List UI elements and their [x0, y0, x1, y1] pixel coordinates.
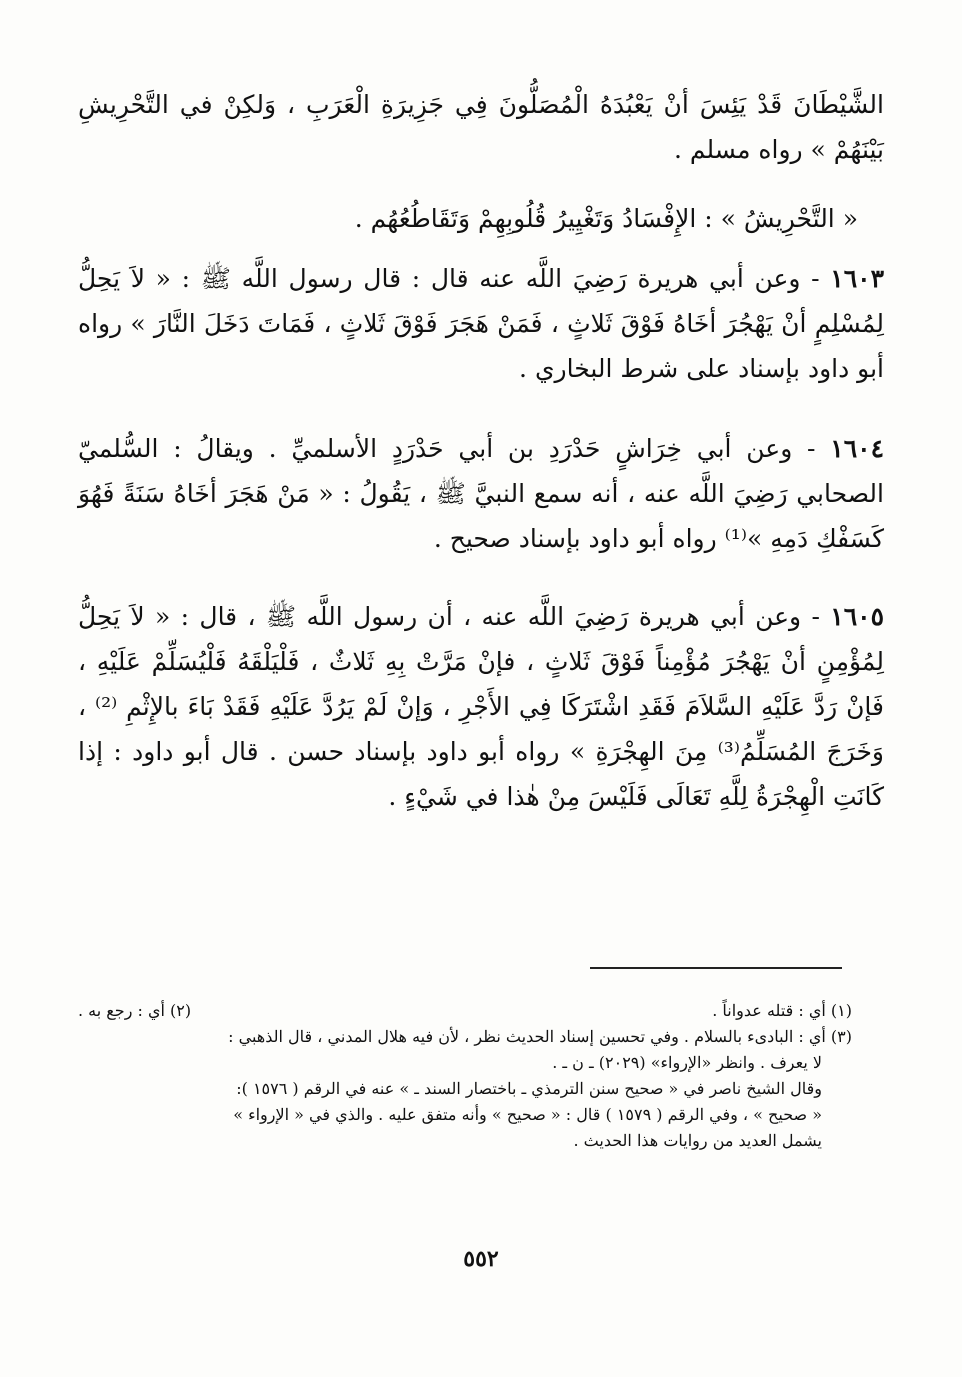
footnote-divider: [590, 967, 842, 969]
intro-paragraph: [78, 82, 884, 172]
hadith-1605: [78, 594, 884, 819]
hadith-text: - وعن أبي هريرة رَضِيَ اللَّه عنه ، أن رسول اللَّه ﷺ ، قال : « لاَ يَحِلُّ لِمُؤْمِنٍ أنْ يَهْجُرَ مُؤْمِناً فَوْقَ ثَلاثٍ ، فإنْ مَرَّتْ بِهِ ثَلاثٌ ، فَلْيَلْقَهُ فَلْيُسَلِّمْ عَلَيْهِ ، فَإنْ رَدَّ عَلَيْهِ السَّلاَمَ فَقَدِ اشْتَرَكَا فِي الأَجْرِ ، وَإنْ لَمْ يَرُدَّ عَلَيْهِ فَقَدْ بَاءَ بالإِثْمِ ⁽²⁾ ، وَخَرَجَ المُسَلِّمُ⁽³⁾ مِنَ الهِجْرَةِ » رواه أبو داود بإسناد حسن . قال أبو داود : إذا كَانَتِ الْهِجْرَةُ لِلَّهِ تَعَالَى فَلَيْسَ مِنْ هٰذا في شَيْءٍ .: [78, 602, 884, 811]
footnote-1: (١) أي : قتله عدواناً .: [712, 1001, 852, 1020]
footnote-3-line: لا يعرف . وانظر «الإرواء» (٢٠٢٩) ـ ن ـ .: [552, 1053, 822, 1072]
footnote-2: (٢) أي : رجع به .: [78, 1001, 192, 1020]
footnote-3-line: « صحيح » ، وفي الرقم ( ١٥٧٩ ) قال : « صحيح » وأنه متفق عليه . والذي في « الإرواء »: [233, 1105, 822, 1124]
footnote-row: [78, 998, 852, 1024]
footnote-3-line: (٣) أي : البادىء بالسلام . وفي تحسين إسناد الحديث نظر ، لأن فيه هلال المدني ، قال الذهبي :: [228, 1027, 852, 1046]
page-number: ٥٥٢: [463, 1246, 499, 1272]
hadith-1603: [78, 256, 884, 391]
hadith-1604: [78, 426, 884, 561]
intro-text: الشَّيْطَانَ قَدْ يَئِسَ أنْ يَعْبُدَهُ الْمُصَلُّونَ فِي جَزِيرَةِ الْعَرَبِ ، وَلكِنْ في التَّحْرِيشِ بَيْنَهُمْ » رواه مسلم .: [78, 90, 884, 164]
hadith-number: ١٦٠٤: [830, 434, 884, 463]
gloss-text: « التَّحْرِيشُ » : الإِفْسَادُ وَتَغْيِيرُ قُلُوبِهِمْ وَتَقَاطُعُهُم .: [354, 204, 858, 233]
footnote-3-line: وقال الشيخ ناصر في « صحيح سنن الترمذي ـ باختصار السند ـ » عنه في الرقم ( ١٥٧٦ ):: [236, 1079, 822, 1098]
gloss-paragraph: [78, 196, 884, 241]
hadith-text: - وعن أبي هريرة رَضِيَ اللَّه عنه قال : قال رسول اللَّه ﷺ : « لاَ يَحِلُّ لِمُسْلِمٍ أنْ يَهْجُرَ أخَاهُ فَوْقَ ثَلاثٍ ، فَمَنْ هَجَرَ فَوْقَ ثَلاثٍ ، فَمَاتَ دَخَلَ النَّارَ » رواه أبو داود بإسناد على شرط البخاري .: [78, 264, 884, 383]
hadith-number: ١٦٠٥: [830, 602, 884, 631]
hadith-text: - وعن أبي خِرَاشٍ حَدْرَدِ بن أبي حَدْرَدٍ الأسلميِّ . ويقالُ : السُّلميّ الصحابي رَضِيَ اللَّه عنه ، أنه سمع النبيَّ ﷺ ، يَقُولُ : « مَنْ هَجَرَ أخَاهُ سَنَةً فَهُوَ كَسَفْكِ دَمِهِ »⁽¹⁾ رواه أبو داود بإسناد صحيح .: [78, 434, 884, 553]
footnote-3-line: يشمل العديد من روايات هذا الحديث .: [573, 1131, 822, 1150]
footnotes: [78, 998, 852, 1154]
hadith-number: ١٦٠٣: [830, 264, 884, 293]
